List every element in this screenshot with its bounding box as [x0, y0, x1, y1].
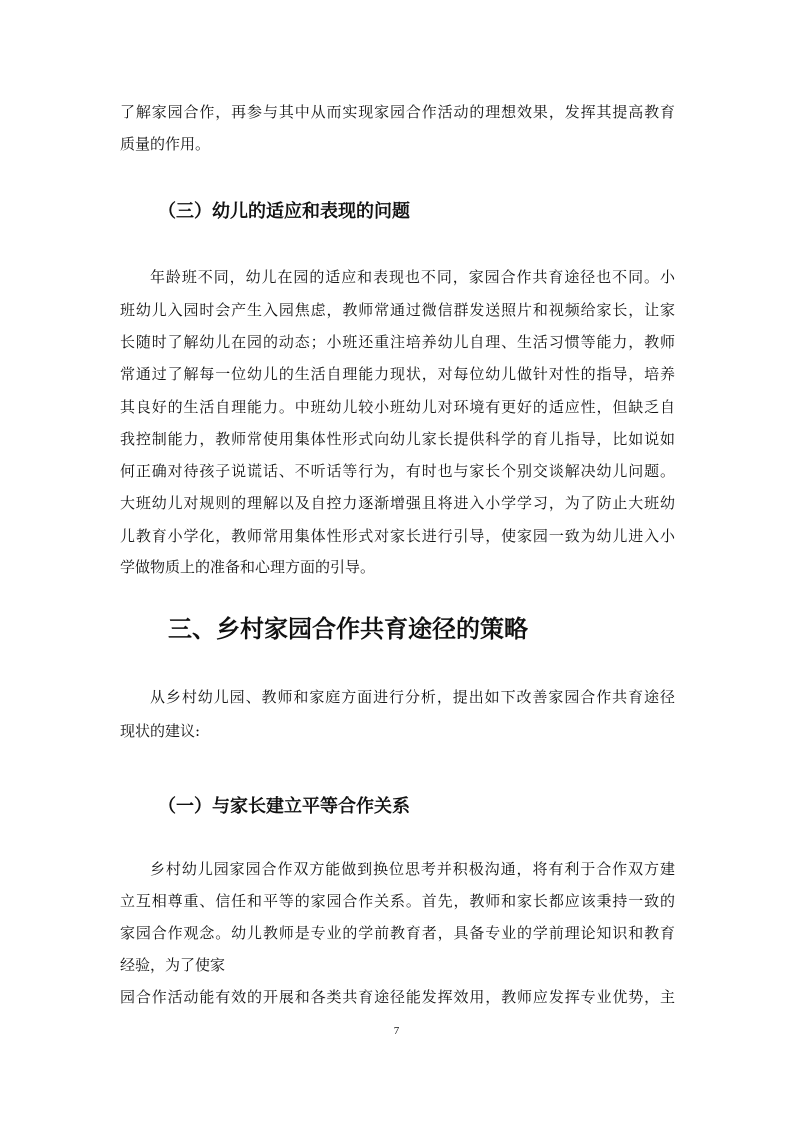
paragraph-line: 乡村幼儿园家园合作双方能做到换位思考并积极沟通，将有利于合作双方建 [150, 860, 675, 878]
paragraph-line: 何正确对待孩子说谎话、不听话等行为，有时也与家长个别交谈解决幼儿问题。 [120, 462, 675, 480]
paragraph-line: 现状的建议: [120, 722, 201, 740]
paragraph-line: 常通过了解每一位幼儿的生活自理能力现状，对每位幼儿做针对性的指导，培养 [120, 365, 675, 383]
paragraph-line: 长随时了解幼儿在园的动态；小班还重注培养幼儿自理、生活习惯等能力，教师 [120, 333, 675, 351]
paragraph-line: 园合作活动能有效的开展和各类共育途径能发挥效用，教师应发挥专业优势，主 [120, 988, 675, 1006]
paragraph-line: 立互相尊重、信任和平等的家园合作关系。首先，教师和家长都应该秉持一致的 [120, 892, 675, 910]
paragraph-line: 其良好的生活自理能力。中班幼儿较小班幼儿对环境有更好的适应性，但缺乏自 [120, 398, 675, 416]
paragraph-line: 质量的作用。 [120, 135, 211, 153]
paragraph-line: 家园合作观念。幼儿教师是专业的学前教育者，具备专业的学前理论知识和教育 [120, 924, 675, 942]
paragraph-line: 大班幼儿对规则的理解以及自控力逐渐增强且将进入小学学习，为了防止大班幼 [120, 494, 675, 512]
paragraph-line: 儿教育小学化，教师常用集体性形式对家长进行引导，使家园一致为幼儿进入小 [120, 527, 675, 545]
paragraph-line: 从乡村幼儿园、教师和家庭方面进行分析，提出如下改善家园合作共育途径 [150, 688, 675, 706]
paragraph-line: 我控制能力，教师常使用集体性形式向幼儿家长提供科学的育儿指导，比如说如 [120, 430, 675, 448]
chapter-heading: 三、乡村家园合作共育途径的策略 [168, 615, 528, 643]
paragraph-line: 学做物质上的准备和心理方面的引导。 [120, 558, 376, 576]
section-heading-3: （三）幼儿的适应和表现的问题 [158, 201, 410, 222]
section-heading-1: （一）与家长建立平等合作关系 [158, 796, 410, 817]
paragraph-line: 经验，为了使家 [120, 956, 226, 974]
paragraph-line: 了解家园合作，再参与其中从而实现家园合作活动的理想效果，发挥其提高教育 [120, 103, 675, 121]
page-number: 7 [393, 1025, 400, 1037]
paragraph-line: 班幼儿入园时会产生入园焦虑，教师常通过微信群发送照片和视频给家长，让家 [120, 301, 675, 319]
paragraph-line: 年龄班不同，幼儿在园的适应和表现也不同，家园合作共育途径也不同。小 [150, 268, 675, 286]
